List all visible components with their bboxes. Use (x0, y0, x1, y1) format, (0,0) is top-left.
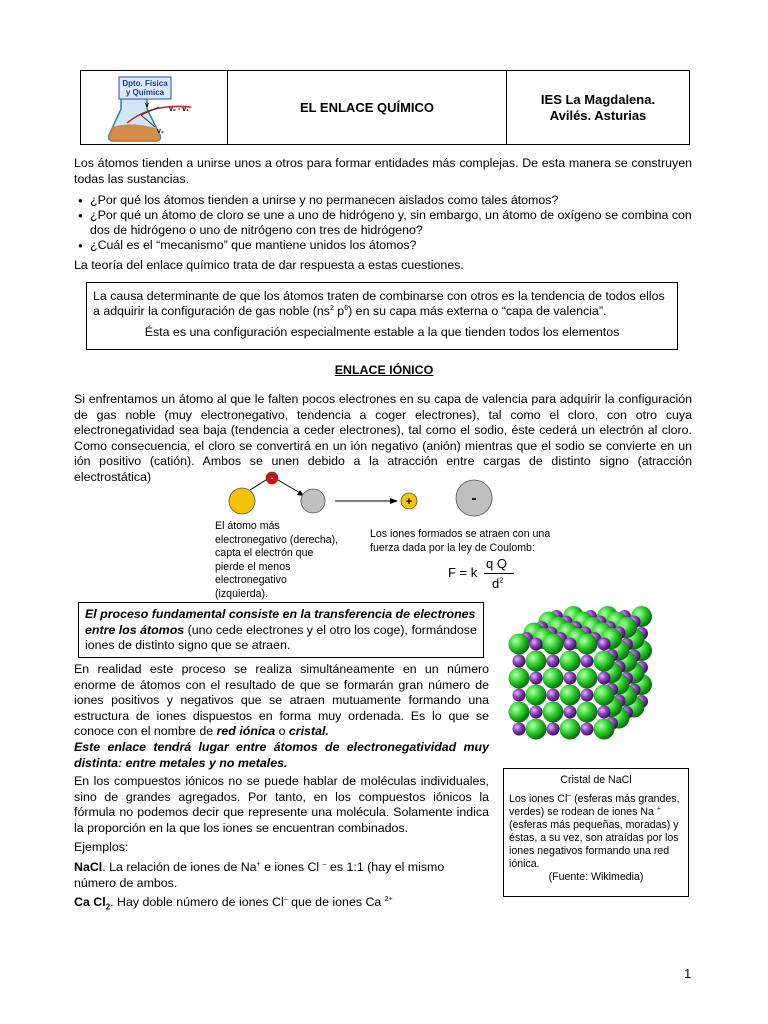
lattice-paragraph (74, 662, 489, 740)
key-concept-text-b: p (333, 304, 345, 318)
chloride-ion-sphere (560, 685, 581, 706)
sodium-ion-sphere (530, 706, 543, 719)
sup-text: – (567, 792, 572, 800)
key-concept-line1 (93, 289, 671, 319)
sup-text: – (283, 895, 288, 903)
ex1-text-a: . La relación de iones de Na (102, 860, 257, 874)
formula-lhs: F = k (448, 565, 478, 580)
sodium-ion-sphere (581, 723, 594, 736)
school-line1: IES La Magdalena. (540, 91, 656, 107)
sup-text: + (256, 860, 261, 868)
sodium-ion-sphere (581, 689, 594, 702)
sodium-ion-sphere (598, 706, 611, 719)
crystal-caption-box (503, 768, 689, 897)
sodium-ion-sphere (564, 638, 577, 651)
intro-paragraph: Los átomos tienden a unirse unos a otros para formar entidades más complejas. De esta manera se construyen todas las sustancias. (74, 156, 692, 186)
page-title: EL ENLACE QUÍMICO (228, 71, 507, 144)
chloride-ion-sphere (577, 702, 598, 723)
crystal-lattice (509, 606, 653, 740)
fraction-bar (484, 573, 514, 574)
sup-text: + (656, 805, 661, 813)
section-title-ionic: ENLACE IÓNICO (334, 363, 434, 377)
sup-text: – (322, 860, 327, 868)
formula-cacl-text: Ca Cl (74, 895, 106, 909)
connector-text: o (275, 724, 289, 738)
list-item: ● ¿Por qué un átomo de cloro se une a uno de hidrógeno y, sin embargo, un átomo de oxígeno se combina con dos de hidrógeno o uno de nitrógeno con tres de hidrógeno? (76, 208, 692, 238)
caption-text-b: (esferas más grandes, verdes) se rodean de iones Na (509, 793, 680, 818)
ex2-text-a: . Hay doble número de iones Cl (110, 895, 284, 909)
ionic-paragraph: Si enfrentamos un átomo al que le falten pocos electrones en su capa de valencia para adquirir la configuración de gas noble (muy electronegativo, tendencia a coger electrones), tal como el cloro, con otro cuya electronegatividad sea baja (tendencia a ceder electrones), tal como el sodio, éste cederá un electrón al cloro. Como consecuencia, el cloro se convertirá en un ión negativo (anión) mientras que el sodio se convierte en un ión positivo (catión). Ambos se unen debido a la atracción entre cargas de distinto signo (atracción electrostática) (74, 392, 692, 484)
process-box (78, 602, 484, 658)
chlorine-atom (301, 489, 325, 513)
question-list (76, 193, 692, 253)
chloride-ion-sphere (594, 685, 615, 706)
examples-label: Ejemplos: (74, 840, 129, 854)
chloride-ion-sphere (543, 634, 564, 655)
ex1-text-b: e iones Cl (260, 860, 323, 874)
chloride-ion-sphere (509, 702, 530, 723)
school-name (507, 71, 689, 144)
sodium-ion-sphere (547, 655, 560, 668)
chloride-ion-sphere (509, 668, 530, 689)
key-concept-box (86, 282, 678, 350)
nacl-crystal-image (505, 600, 690, 770)
chloride-ion-sphere (526, 651, 547, 672)
sodium-ion-sphere (598, 638, 611, 651)
sodium-atom (229, 488, 255, 514)
cristal-term: cristal. (288, 724, 329, 738)
sodium-ion-sphere (530, 672, 543, 685)
formula-den-text: d (492, 576, 500, 591)
process-bold: El proceso fundamental consiste en la transferencia de electrones entre los átomos (85, 607, 476, 637)
ex2-text-b: que de iones Ca (287, 895, 385, 909)
sodium-ion-sphere (547, 689, 560, 702)
chloride-ion-sphere (526, 719, 547, 740)
sodium-ion-sphere (547, 723, 560, 736)
formula-denominator (492, 576, 503, 591)
department-logo (81, 71, 227, 145)
formula-cacl2 (74, 895, 111, 912)
sodium-ion-sphere (564, 672, 577, 685)
svg-text:v₂: v₂ (157, 128, 165, 135)
page-number: 1 (684, 966, 692, 981)
key-concept-text-a: La causa determinante de que los átomos traten de combinarse con otros es la tendencia de todos ellos a adquirir la configuración de gas noble (ns (93, 289, 665, 318)
key-concept-line2: Ésta es una configuración especialmente estable a la que tienden todos los elementos (144, 325, 620, 339)
caption-title: Cristal de NaCl (560, 774, 632, 786)
school-line2: Avilés. Asturias (549, 107, 647, 123)
chloride-ion-sphere (577, 634, 598, 655)
chloride-ion-sphere (526, 685, 547, 706)
ex1-text-c: es 1:1 (hay el mismo número de ambos. (74, 860, 445, 890)
compounds-paragraph: En los compuestos iónicos no se puede hablar de moléculas individuales, sino de grandes agregados. Por tanto, en los compuestos iónicos la fórmula no podemos decir que represente una molécula. Solamente indica la proporción en la que los iones se encuentran combinados. (74, 774, 489, 835)
chloride-ion-sphere (560, 651, 581, 672)
sodium-ion-sphere (598, 672, 611, 685)
caption-source: (Fuente: Wikimedia) (548, 871, 644, 883)
sodium-ion-sphere (513, 723, 526, 736)
electron-sign: - (270, 473, 274, 483)
list-item: ● ¿Por qué los átomos tienden a unirse y no permanecen aislados como tales átomos? (76, 193, 692, 208)
diagram-caption-left: El átomo más electronegativo (derecha), capta el electrón que pierde el menos electronegativo (izquierda). (215, 520, 339, 600)
coulomb-formula (448, 556, 568, 592)
logo-line1: Dpto. Física (122, 79, 168, 88)
caption-text-a: Los iones Cl (509, 793, 568, 805)
chloride-ion-sphere (594, 651, 615, 672)
chloride-ion-sphere (577, 668, 598, 689)
sodium-ion-sphere (530, 638, 543, 651)
sodium-ion-sphere (513, 689, 526, 702)
caption-text-c: (esferas más pequeñas, moradas) y éstas, a su vez, son atraídas por los iones negativos formando una red iónica. (509, 819, 679, 870)
formula-nacl: NaCl (74, 860, 103, 874)
sup-text: 2 (329, 304, 334, 312)
lattice-text: En realidad este proceso se realiza simultáneamente en un número enorme de átomos con el resultado de que se formarán gran número de iones positivos y negativos que se atraen mutuamente formando una estructura de iones dispuestos en forma muy ordenada. Es lo que se conoce con el nombre de (74, 662, 489, 738)
example-cacl2 (74, 895, 489, 915)
example-nacl (74, 860, 489, 891)
sup-text: 6 (344, 304, 349, 312)
chloride-ion-sphere (543, 668, 564, 689)
chloride-ion-sphere (509, 634, 530, 655)
sodium-ion-sphere (513, 655, 526, 668)
svg-text:v: v (145, 102, 149, 109)
chloride-ion-sphere (594, 719, 615, 740)
key-concept-text-c: ) en su capa más externa o “capa de valencia”. (348, 304, 607, 318)
svg-text:v₂ - v₁: v₂ - v₁ (169, 106, 190, 113)
list-item: ● ¿Cuál es el “mecanismo” que mantiene unidos los átomos? (76, 238, 692, 253)
sup-text: 2 (499, 577, 504, 585)
logo-line2: y Química (125, 88, 165, 97)
caption-body (509, 793, 683, 871)
intro-closing: La teoría del enlace químico trata de dar respuesta a estas cuestiones. (74, 258, 464, 272)
formula-numerator: q Q (486, 556, 507, 571)
electronegativity-paragraph: Este enlace tendrá lugar entre átomos de electronegatividad muy distinta: entre metales y no metales. (74, 740, 489, 770)
chloride-ion-sphere (560, 719, 581, 740)
anion-sign: - (471, 490, 477, 507)
sodium-ion-sphere (581, 655, 594, 668)
diagram-caption-right: Los iones formados se atraen con una fuerza dada por la ley de Coulomb: (370, 528, 551, 554)
red-ionica-term: red iónica (216, 724, 276, 738)
sup-text: 2+ (384, 895, 393, 903)
chloride-ion-sphere (543, 702, 564, 723)
ion-transfer-diagram (220, 468, 510, 526)
logo-cell (81, 71, 228, 144)
process-rest: (uno cede electrones y el otro los coge), formándose iones de distinto signo que se atraen. (85, 622, 477, 652)
header-table (80, 70, 690, 145)
sub-text: 2 (105, 902, 111, 912)
cation-sign: + (405, 496, 413, 508)
sodium-ion-sphere (564, 706, 577, 719)
